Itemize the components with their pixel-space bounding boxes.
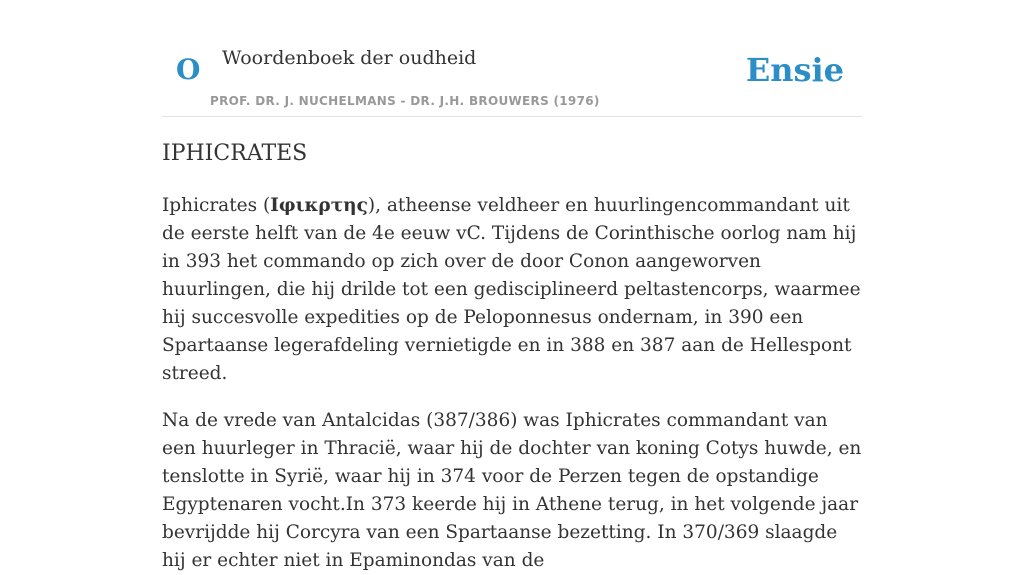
book-letter-icon[interactable]: O — [176, 53, 201, 86]
book-title-link[interactable]: Woordenboek der oudheid — [222, 47, 477, 69]
book-authors: PROF. DR. J. NUCHELMANS - DR. J.H. BROUWERS (1976) — [210, 94, 600, 108]
ensie-logo-link[interactable]: Ensie — [745, 51, 844, 89]
paragraph-2: Na de vrede van Antalcidas (387/386) was Iphicrates commandant van een huurleger in Thracië, waar hij de dochter van koning Cotys huwde, en tenslotte in Syrië, waar hij in 374 voor de Perzen tegen de opstandige Egyptenaren vocht.In 373 keerde hij in Athene terug, in het volgende jaar bevrijdde hij Corcyra van een Spartaanse bezetting. In 370/369 slaagde hij er echter niet in Epaminondas van de — [162, 410, 862, 571]
paragraph-1-intro: Iphicrates ( — [162, 195, 271, 216]
source-header — [162, 0, 862, 117]
paragraph-1 — [162, 192, 862, 388]
entry-headword: IPHICRATES — [162, 141, 308, 166]
paragraph-1-body: ), atheense veldheer en huurlingencommandant uit de eerste helft van de 4e eeuw vC. Tijdens de Corinthische oorlog nam hij in 393 het commando op zich over de door Conon aangeworven huurlingen, die hij drilde tot een gedisciplineerd peltastencorps, waarmee hij succesvolle expedities op de Peloponnesus ondernam, in 390 een Spartaanse legerafdeling vernietigde en in 388 en 387 aan de Hellespont streed. — [162, 195, 861, 384]
article — [162, 134, 862, 575]
greek-name: Ιφικρτης — [270, 195, 368, 216]
